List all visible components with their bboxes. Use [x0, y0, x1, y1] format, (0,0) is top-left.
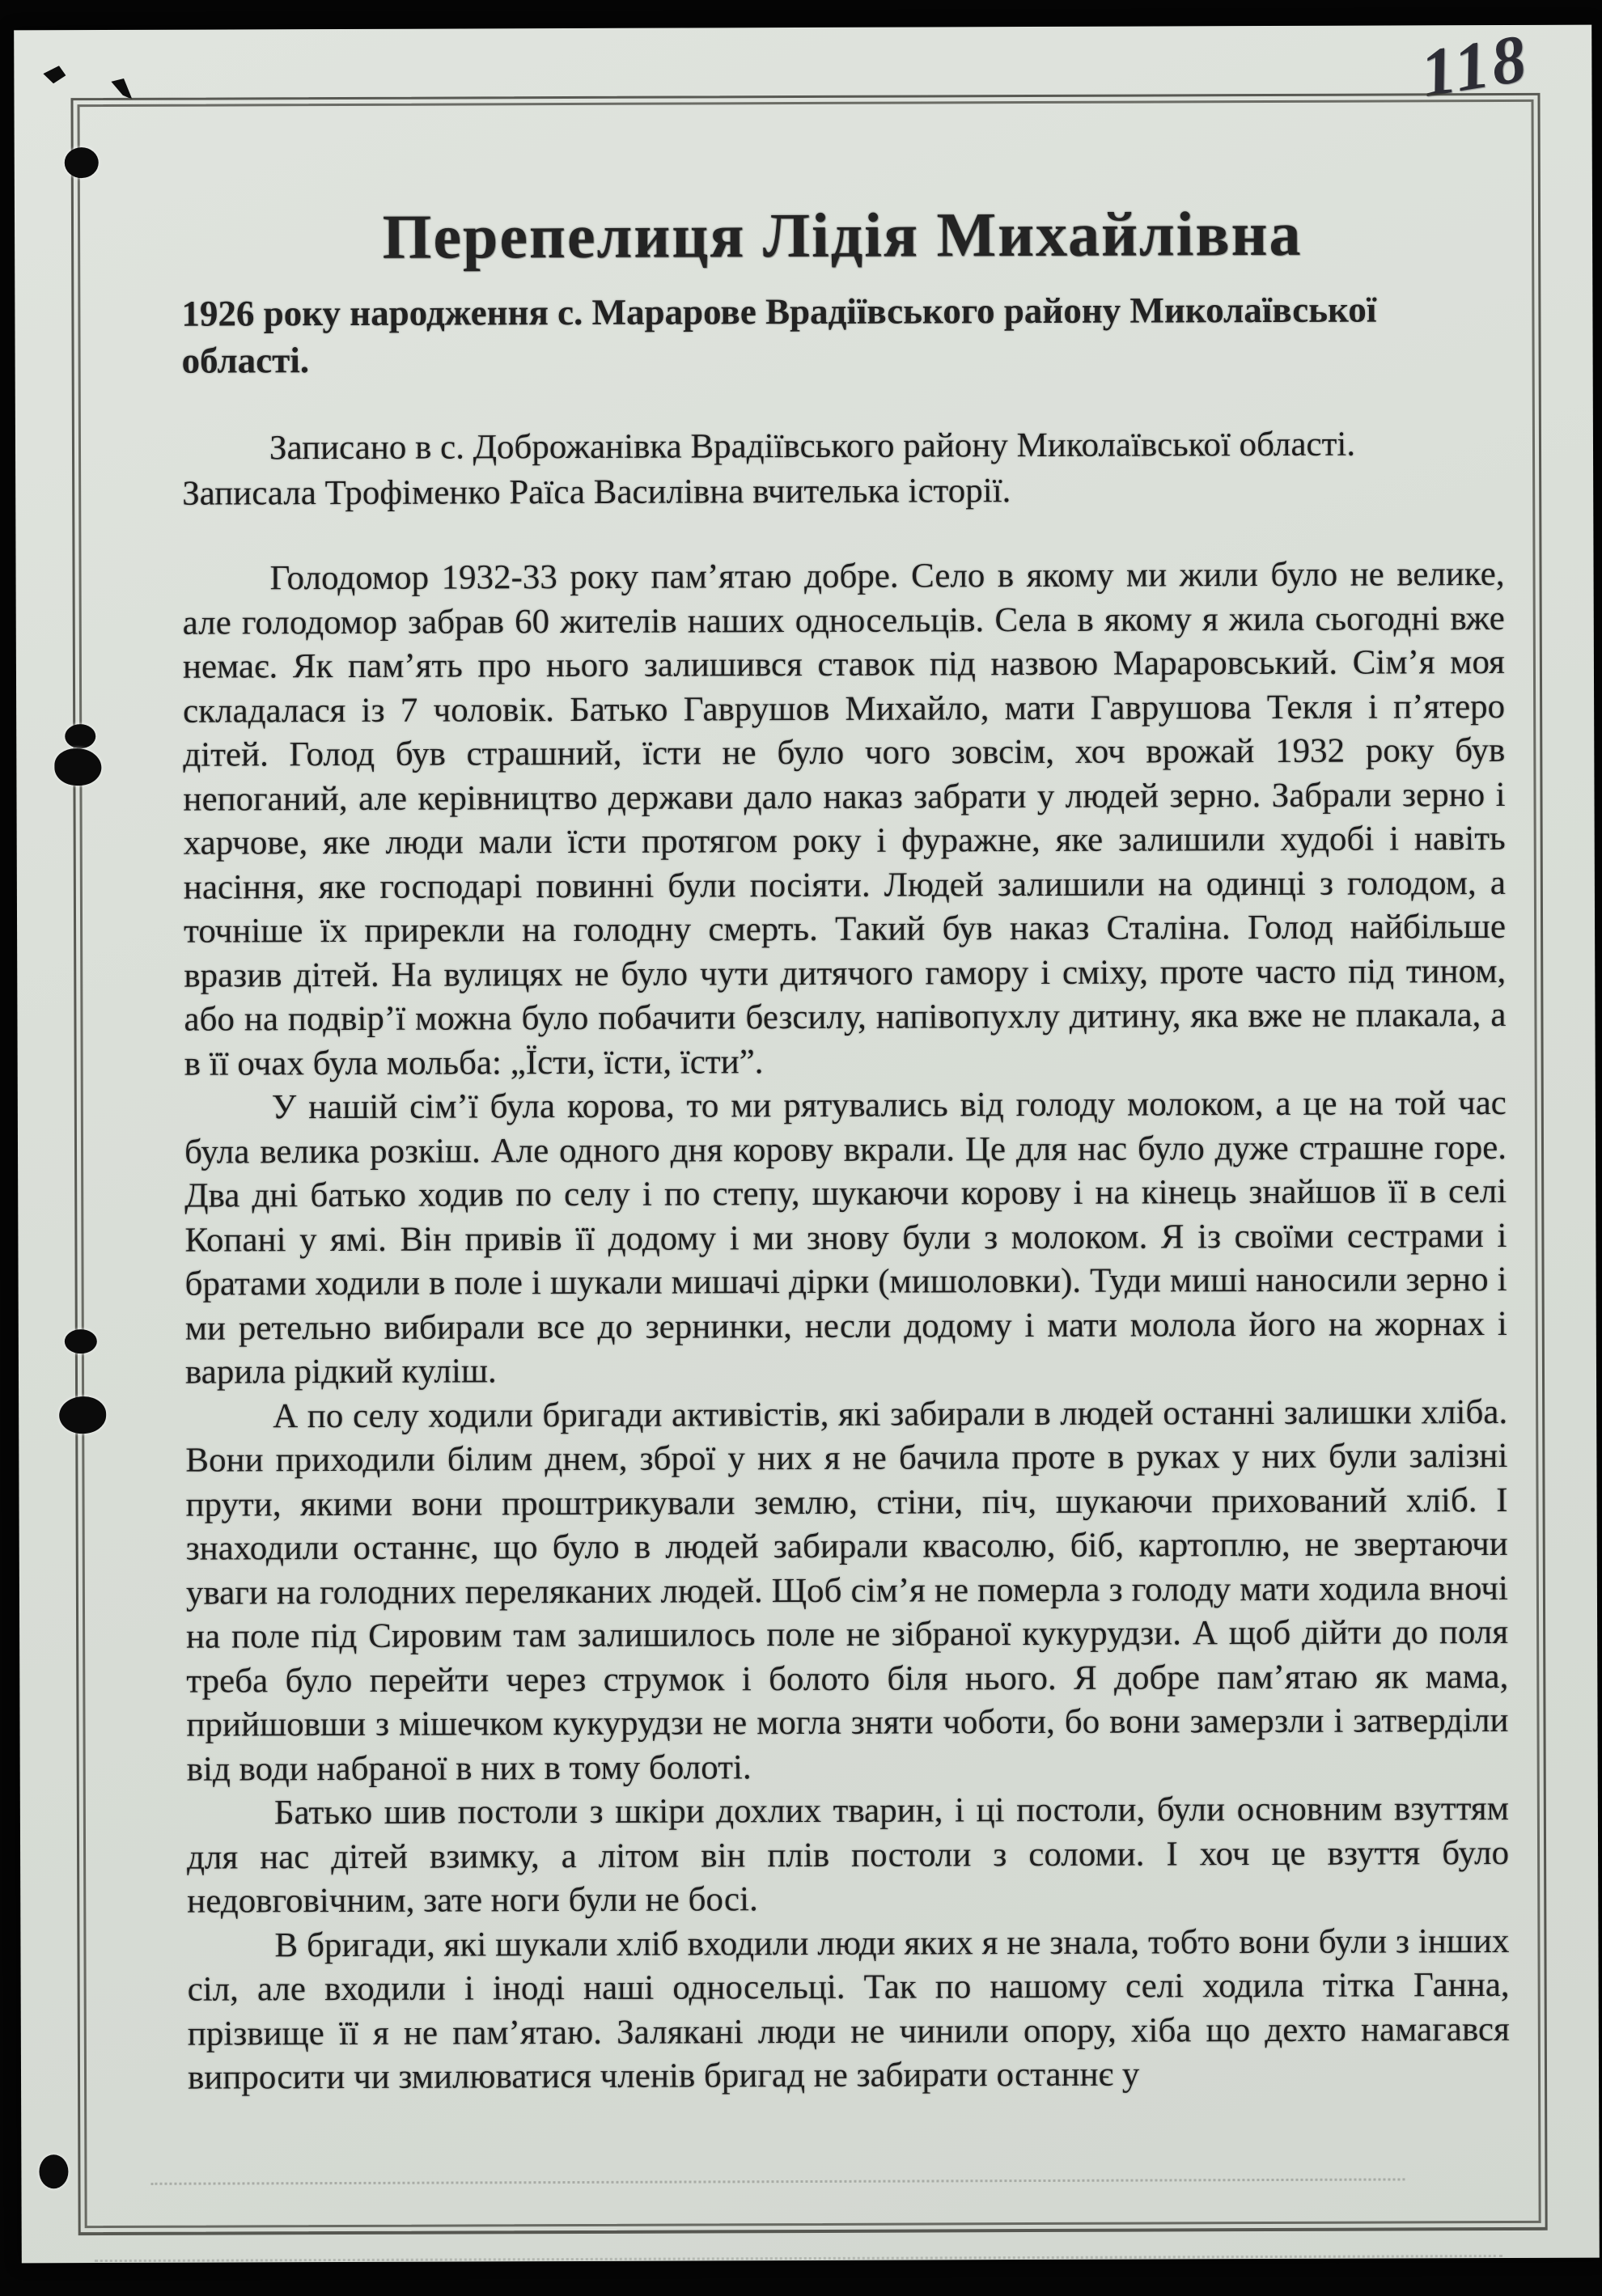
hole-punch — [65, 1329, 97, 1353]
hole-punch — [39, 2154, 68, 2188]
paragraph: Голодомор 1932-33 року пам’ятаю добре. Село в якому ми жили було не велике, але голодомор забрав 60 жителів наших односельців. Села в якому я жила сьогодні вже немає. Як пам’ять про нього залишився ставок під назвою Мараровський. Сім’я моя складалася із 7 чоловік. Батько Гаврушов Михайло, мати Гаврушова Текля і п’ятеро дітей. Голод був страшний, їсти не було чого зовсім, хоч врожай 1932 року був непоганий, але керівництво держави дало наказ забрати у людей зерно. Забрали зерно і харчове, яке люди мали їсти протягом року і фуражне, яке залишили худобі і навіть насіння, яке господарі повинні були посіяти. Людей залишили на одинці з голодом, а точніше їх прирекли на голодну смерть. Такий був наказ Сталіна. Голод найбільше вразив дітей. На вулицях не було чути дитячого гамору і сміху, проте часто під тином, або на подвір’ї можна було побачити безсилу, напівопухлу дитину, яка вже не плакала, а в її очах була мольба: „Їсти, їсти, їсти”. — [182, 554, 1507, 1083]
hole-punch — [65, 147, 99, 178]
document-content — [181, 197, 1510, 2100]
scan-artifact-dotted-line — [95, 2255, 1502, 2262]
hole-punch — [54, 748, 101, 786]
hole-punch — [59, 1396, 106, 1434]
hole-punch — [65, 724, 95, 748]
paragraph: Батько шив постоли з шкіри дохлих тварин, і ці постоли, були основним взуттям для нас дітей взимку, а літом він плів постоли з соломи. І хоч це взуття було недовговічним, зате ноги були не босі. — [186, 1789, 1510, 1921]
document-title: Перепелиця Лідія Михайлівна — [382, 197, 1303, 272]
handwritten-page-number: 118 — [1415, 20, 1534, 112]
paragraph: В бригади, які шукали хліб входили люди яких я не знала, тобто вони були з інших сіл, але входили і іноді наші односельці. Так по нашому селі ходила тітка Ганна, прізвище її я не пам’ятаю. Залякані люди не чинили опору, хіба що дехто намагався випросити чи змилюватися членів бригад не забирати останнє у — [187, 1921, 1510, 2097]
paragraph: А по селу ходили бригади активістів, які забирали в людей останні залишки хліба. Вони приходили білим днем, зброї у них я не бачила проте в руках у них були залізні прути, якими вони проштрикували землю, стіни, піч, шукаючи прихований хліб. І знаходили останнє, що було в людей забирали квасолю, біб, картоплю, не звертаючи уваги на голодних переляканих людей. Щоб сім’я не померла з голоду мати ходила вночі на поле під Сировим там залишилось поле не зібраної кукурудзи. А щоб дійти до поля треба було перейти через струмок і болото біля нього. Я добре пам’ятаю як мама, прийшовши з мішечком кукурудзи не могла зняти чоботи, бо вони замерзли і затверділи від води набраної в них в тому болоті. — [185, 1392, 1509, 1789]
corner-tear-mark — [111, 78, 132, 100]
recording-note-line2: Записала Трофіменко Раїса Василівна вчителька історії. — [182, 472, 1011, 513]
paper-sheet — [14, 20, 1600, 2264]
corner-tear-mark — [43, 66, 66, 83]
testimony-body — [182, 553, 1510, 2100]
recording-note — [182, 421, 1504, 517]
birth-subtitle: 1926 року народження с. Марарове Врадіївського району Миколаївської області. — [181, 289, 1377, 381]
recording-note-line1: Записано в с. Доброжанівка Врадіївського району Миколаївської області. — [269, 425, 1356, 468]
paragraph: У нашій сім’ї була корова, то ми рятувались від голоду молоком, а це на той час була велика розкіш. Але одного дня корову вкрали. Це для нас було дуже страшне горе. Два дні батько ходив по селу і по степу, шукаючи корову і на кінець знайшов її в селі Копані у ямі. Він привів її додому і ми знову були з молоком. Я із своїми сестрами і братами ходили в поле і шукали мишачі дірки (мишоловки). Туди миші наносили зерно і ми ретельно вибирали все до зернинки, несли додому і мати молола його на жорнах і варила рідкий куліш. — [184, 1083, 1507, 1392]
